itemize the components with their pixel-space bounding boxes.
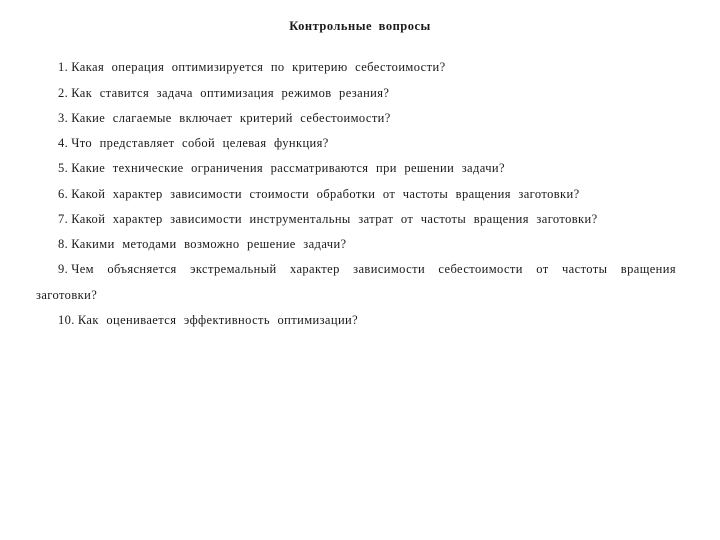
question-item-2 (58, 86, 389, 101)
page-title: Контрольные вопросы (289, 19, 431, 33)
question-number: 5. (58, 161, 69, 175)
question-item-5 (58, 161, 505, 176)
question-text: Что представляет собой целевая функция? (71, 136, 329, 150)
question-item-4 (58, 136, 329, 151)
question-text: Чем объясняется экстремальный характер зависимости себестоимости от частоты вращения заготовки? (36, 262, 676, 302)
question-number: 8. (58, 237, 69, 251)
question-item-6 (58, 187, 580, 202)
question-item-8 (58, 237, 347, 252)
question-item-10 (58, 313, 358, 328)
question-text: Какой характер зависимости стоимости обработки от частоты вращения заготовки? (71, 187, 580, 201)
question-text: Какие технические ограничения рассматриваются при решении задачи? (71, 161, 505, 175)
question-number: 6. (58, 187, 69, 201)
question-item-9 (36, 256, 676, 308)
question-number: 3. (58, 111, 69, 125)
question-number: 1. (58, 60, 69, 74)
question-number: 10. (58, 313, 75, 327)
question-text: Какие слагаемые включает критерий себестоимости? (71, 111, 391, 125)
question-number: 2. (58, 86, 69, 100)
question-text: Какая операция оптимизируется по критерию себестоимости? (71, 60, 446, 74)
question-text: Какими методами возможно решение задачи? (71, 237, 347, 251)
question-number: 7. (58, 212, 69, 226)
question-number: 4. (58, 136, 69, 150)
question-item-3 (58, 111, 391, 126)
question-text: Как оценивается эффективность оптимизации? (77, 313, 359, 327)
question-item-1 (58, 60, 446, 75)
question-text: Как ставится задача оптимизация режимов резания? (71, 86, 390, 100)
question-text: Какой характер зависимости инструментальны затрат от частоты вращения заготовки? (71, 212, 598, 226)
question-number: 9. (58, 262, 69, 276)
question-item-7 (58, 212, 598, 227)
